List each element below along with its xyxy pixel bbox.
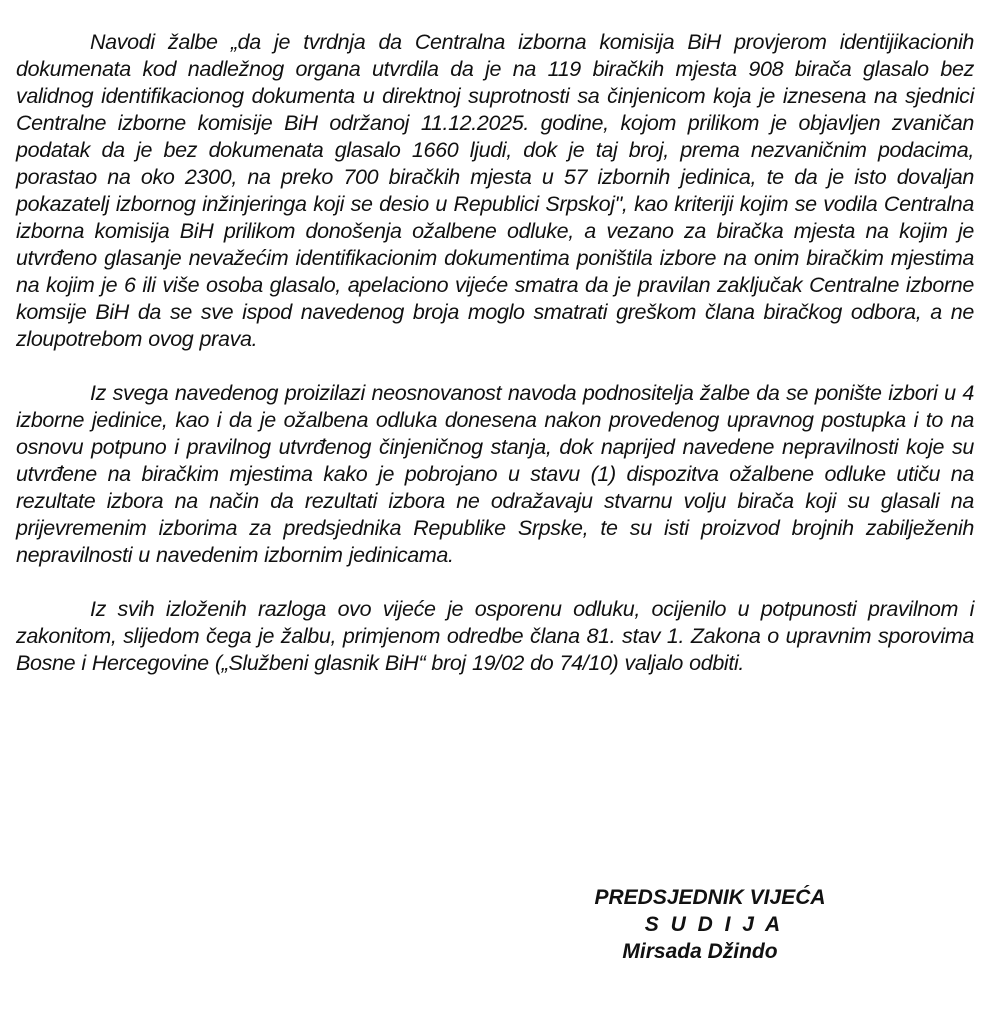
- signature-title: PREDSJEDNIK VIJEĆA: [594, 886, 826, 909]
- document-body: [16, 29, 974, 677]
- paragraph-appeal-claims: Navodi žalbe „da je tvrdnja da Centralna izborna komisija BiH provjerom identijikacionih dokumenata kod nadležnog organa utvrdila da je na 119 biračkih mjesta 908 birača glasalo bez validnog identifikacionog dokumenta u direktnoj suprotnosti sa činjenicom koja je iznesena na sjednici Centralne izborne komisije BiH održanoj 11.12.2025. godine, kojom prilikom je objavljen zvaničan podatak da je bez dokumenata glasalo 1660 ljudi, dok je taj broj, prema nezvaničnim podacima, porastao na oko 2300, na preko 700 biračkih mjesta u 57 izbornih jedinica, te da je isto dovaljan pokazatelj izbornog inžinjeringa koji se desio u Republici Srpskoj", kao kriteriji kojim se vodila Centralna izborna komisija BiH prilikom donošenja ožalbene odluke, a vezano za biračka mjesta na kojim je utvrđeno glasanje nevažećim identifikacionim dokumentima poništila izbore na onim biračkim mjestima na kojim je 6 ili više osoba glasalo, apelaciono vijeće smatra da je pravilan zaključak Centralne izborne komsije BiH da se sve ispod navedenog broja moglo smatrati greškom člana biračkog odbora, a ne zloupotrebom ovog prava.: [16, 30, 974, 351]
- signature-role: S U D I J A: [644, 913, 784, 936]
- paragraph-conclusion: Iz svega navedenog proizilazi neosnovanost navoda podnositelja žalbe da se ponište izbori u 4 izborne jedinice, kao i da je ožalbena odluka donesena nakon provedenog upravnog postupka i to na osnovu potpuno i pravilnog utvrđenog činjeničnog stanja, dok naprijed navedene nepravilnosti koje su utvrđene na biračkim mjestima kako je pobrojano u stavu (1) dispozitva ožalbene odluke utiču na rezultate izbora na način da rezultati izbora ne odražavaju stvarnu volju birača koji su glasali na prijevremenim izborima za predsjednika Republike Srpske, te su isti proizvod brojnih zabilježenih nepravilnosti u navedenim izbornim jedinicama.: [16, 381, 974, 567]
- paragraph-ruling: Iz svih izloženih razloga ovo vijeće je osporenu odluku, ocijenilo u potpunosti pravilnom i zakonitom, slijedom čega je žalbu, primjenom odredbe člana 81. stav 1. Zakona o upravnim sporovima Bosne i Hercegovine („Službeni glasnik BiH“ broj 19/02 do 74/10) valjalo odbiti.: [16, 597, 974, 675]
- signature-name: Mirsada Džindo: [622, 940, 778, 963]
- signature-block: [540, 884, 880, 965]
